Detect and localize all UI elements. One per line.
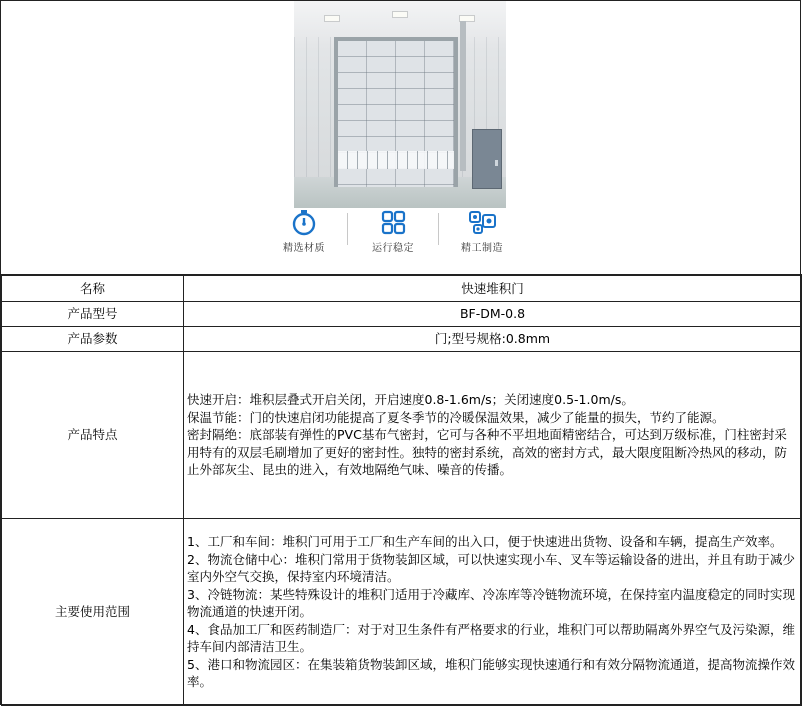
params-key: 产品参数: [2, 327, 184, 352]
params-value: 门;型号规格:0.8mm: [184, 327, 802, 352]
feature-label: 精工制造: [461, 243, 503, 254]
table-row: [2, 327, 802, 352]
features-value: [184, 352, 802, 519]
usage-paragraph: 5、港口和物流园区：在集装箱货物装卸区域，堆积门能够实现快速通行和有效分隔物流通道，提高物流操作效率。: [187, 656, 795, 690]
feature-paragraph: 快速开启：堆积层叠式开启关闭，开启速度0.8-1.6m/s；关闭速度0.5-1.0m/s。: [187, 392, 634, 408]
grid-blocks-icon: [377, 209, 409, 237]
usage-value: [184, 519, 802, 706]
feature-craft: [447, 209, 517, 254]
feature-label: 运行稳定: [372, 243, 414, 254]
ceiling-lamp: [392, 11, 408, 18]
usage-key: 主要使用范围: [2, 519, 184, 706]
model-value: BF-DM-0.8: [184, 302, 802, 327]
usage-paragraph: 2、物流仓储中心：堆积门常用于货物装卸区域，可以快速实现小车、叉车等运输设备的进出，并且有助于减少室内外空气交换，保持室内环境清洁。: [187, 551, 795, 585]
side-door: [472, 129, 502, 189]
name-value: 快速堆积门: [184, 276, 802, 302]
table-row: [2, 302, 802, 327]
name-key: 名称: [2, 276, 184, 302]
stopwatch-icon: [288, 209, 320, 237]
ceiling-lamp: [324, 15, 340, 22]
door-window-strip: [338, 151, 454, 169]
product-photo: [294, 1, 506, 208]
divider: [438, 213, 439, 245]
table-row: [2, 352, 802, 519]
model-key: 产品型号: [2, 302, 184, 327]
spec-table: [1, 275, 802, 706]
divider: [347, 213, 348, 245]
feature-paragraph: 密封隔绝：底部装有弹性的PVC基布气密封，它可与各种不平坦地面精密结合，可达到万级标准，门柱密封采用特有的双层毛刷增加了更好的密封性。独特的密封系统，高效的密封方式，最大限度阻断冷热风的移动，防止外部灰尘、昆虫的进入，有效地隔绝气味、噪音的传播。: [187, 427, 788, 478]
gear-cluster-icon: [466, 209, 498, 237]
table-row: [2, 519, 802, 706]
usage-paragraph: 3、冷链物流：某些特殊设计的堆积门适用于冷藏库、冷冻库等冷链物流环境，在保持室内温度稳定的同时实现物流通道的快速开闭。: [187, 586, 795, 620]
features-key: 产品特点: [2, 352, 184, 519]
usage-paragraph: 4、食品加工厂和医药制造厂：对于对卫生条件有严格要求的行业，堆积门可以帮助隔离外界空气及污染源，维持车间内部清洁卫生。: [187, 621, 795, 655]
hero-section: [1, 1, 802, 275]
feature-stable: [358, 209, 428, 254]
side-pipe: [460, 21, 466, 171]
table-row: [2, 276, 802, 302]
feature-label: 精选材质: [283, 243, 325, 254]
feature-paragraph: 保温节能：门的快速启闭功能提高了夏冬季节的冷暖保温效果，减少了能量的损失，节约了能源。: [187, 409, 725, 425]
feature-material: [269, 209, 339, 254]
usage-paragraph: 1、工厂和车间：堆积门可用于工厂和生产车间的出入口，便于快速进出货物、设备和车辆，提高生产效率。: [187, 534, 783, 550]
